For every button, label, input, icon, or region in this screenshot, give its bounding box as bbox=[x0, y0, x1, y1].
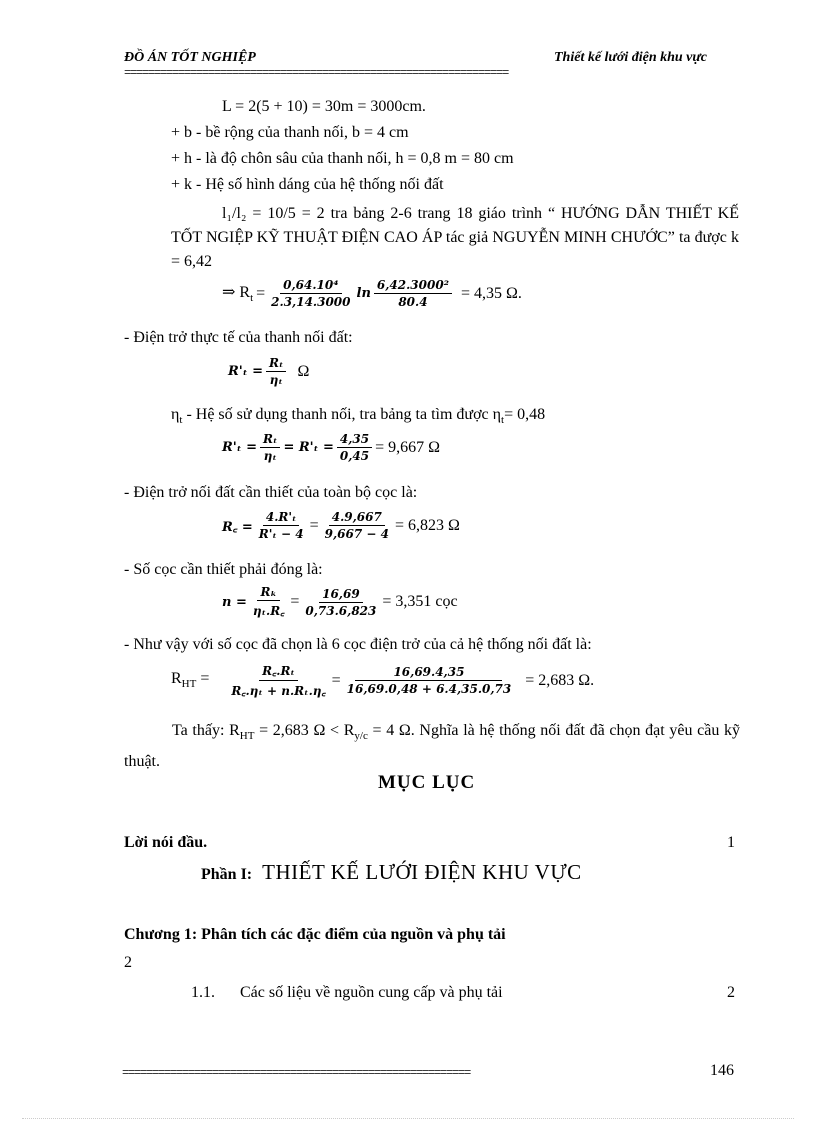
header-rule: ================================================================ bbox=[124, 66, 509, 80]
rht-eq: = bbox=[331, 671, 341, 689]
calc-result: = 9,667 Ω bbox=[375, 438, 441, 456]
rt-equation bbox=[222, 278, 522, 309]
calc-fraction-2: $\frac{4,35}{0,45}$ bbox=[337, 432, 372, 463]
toc-section-page: 2 bbox=[727, 984, 735, 1001]
shape-factor-line: + k - Hệ số hình dáng của hệ thống nối đất bbox=[171, 176, 444, 193]
toc-intro-page: 1 bbox=[727, 834, 735, 851]
toc-title: MỤC LỤC bbox=[378, 772, 476, 793]
rc-fraction-1: $\frac{\text{4.R'ₜ}}{\text{R'ₜ − 4}}$ bbox=[258, 510, 304, 541]
toc-section-label[interactable]: Các số liệu về nguồn cung cấp và phụ tải bbox=[240, 984, 503, 1001]
n-fraction-2: $\frac{16,69}{0,73.6,823}$ bbox=[305, 586, 377, 618]
rc-result: = 6,823 Ω bbox=[394, 516, 460, 534]
rt-eq-sign: = bbox=[256, 284, 266, 302]
length-line: L = 2(5 + 10) = 30m = 3000cm. bbox=[222, 98, 426, 115]
real-res-fraction: $\frac{\text{Rₜ}}{\text{ηₜ}}$ bbox=[266, 356, 286, 387]
calc-lhs: R'ₜ = bbox=[222, 440, 258, 455]
real-res-label: - Điện trở thực tế của thanh nối đất: bbox=[124, 329, 353, 346]
rc-eq: = bbox=[309, 516, 319, 534]
calc-mid: = R'ₜ = bbox=[283, 440, 334, 455]
rht-result: = 2,683 Ω. bbox=[525, 671, 595, 689]
eta-line: $\eta_t$ - Hệ số sử dụng thanh nối, tra bảng ta tìm được $\eta_t= 0,48$ bbox=[171, 406, 546, 427]
rc-fraction-2: $\frac{4.9,667}{9,667 - 4}$ bbox=[324, 510, 389, 541]
rt-fraction-2: $\frac{\text{6,42.3000²}}{80.4}$ bbox=[374, 278, 452, 309]
calc-fraction-1: $\frac{\text{Rₜ}}{\text{ηₜ}}$ bbox=[260, 432, 280, 463]
toc-part-heading[interactable] bbox=[201, 860, 582, 885]
piles-label: - Số cọc cần thiết phải đóng là: bbox=[124, 561, 323, 578]
width-line: + b - bề rộng của thanh nối, b = 4 cm bbox=[171, 124, 409, 141]
rt-lhs: ⇒ $R_t$ bbox=[222, 284, 254, 305]
page-bottom-border bbox=[22, 1118, 794, 1119]
rht-fraction-2: $\frac{16,69.4,35}{16,69.0,48 + 6.4,35.0,73}$ bbox=[346, 665, 512, 696]
page-number: 146 bbox=[710, 1062, 734, 1079]
header-left: ĐỒ ÁN TỐT NGHIỆP bbox=[124, 50, 256, 65]
system-equation bbox=[171, 662, 594, 699]
n-lhs: n = bbox=[222, 594, 247, 610]
ground-res-label: - Điện trở nối đất cần thiết của toàn bộ cọc là: bbox=[124, 484, 418, 501]
part-label: Phần I: bbox=[201, 866, 253, 883]
n-eq: = bbox=[290, 593, 300, 610]
ground-res-equation bbox=[222, 510, 460, 541]
system-label: - Như vậy với số cọc đã chọn là 6 cọc điện trở của cả hệ thống nối đất là: bbox=[124, 636, 592, 653]
rht-fraction-1: $\frac{\text{R꜀.Rₜ}}{\text{R꜀.ηₜ + n.Rₜ.η꜀}}$ bbox=[231, 664, 326, 698]
conclusion-paragraph: Ta thấy: $R_{HT} = 2,683$ $\Omega < R_{y/c} = 4$ Ω. Nghĩa là hệ thống nối đất đã chọn đạt yêu cầu kỹ thuật. bbox=[124, 722, 741, 771]
real-res-equation bbox=[228, 356, 309, 387]
real-res-calc bbox=[222, 432, 440, 463]
rht-lhs: $R_{HT}$ = bbox=[171, 670, 210, 691]
ratio-paragraph: l₁/l₂ = 10/5 = 2 tra bảng 2-6 trang 18 giáo trình “ HƯỚNG DẪN THIẾT KẾ TỐT NGIỆP KỸ THUẬT ĐIỆN CAO ÁP tác giả NGUYỄN MINH CHƯỚC” ta được k = 6,42 bbox=[171, 205, 739, 270]
n-fraction-1: $\frac{\text{Rₖ}}{\text{ηₜ.R꜀}}$ bbox=[252, 585, 285, 618]
ln-symbol: ln bbox=[356, 286, 371, 301]
ohm-unit: Ω bbox=[297, 362, 310, 380]
rt-result: = 4,35 Ω. bbox=[460, 284, 522, 302]
toc-chapter-page: 2 bbox=[124, 954, 132, 971]
header-right: Thiết kế lưới điện khu vực bbox=[554, 50, 708, 65]
real-res-lhs: R'ₜ = bbox=[228, 364, 264, 379]
footer-rule: ========================================================== bbox=[122, 1066, 471, 1080]
rc-lhs: R꜀ = bbox=[222, 519, 253, 535]
rt-fraction-1: $\frac{\text{0,64.10⁴}}{2.3,14.3000}$ bbox=[271, 278, 351, 309]
toc-section-number: 1.1. bbox=[191, 984, 215, 1001]
part-title: THIẾT KẾ LƯỚI ĐIỆN KHU VỰC bbox=[262, 860, 582, 884]
depth-line: + h - là độ chôn sâu của thanh nối, h = 0,8 m = 80 cm bbox=[171, 150, 514, 167]
toc-intro-label[interactable]: Lời nói đầu. bbox=[124, 834, 208, 851]
piles-equation bbox=[222, 585, 458, 619]
n-result: = 3,351 cọc bbox=[382, 593, 458, 610]
toc-chapter-label[interactable]: Chương 1: Phân tích các đặc điểm của nguồn và phụ tải bbox=[124, 926, 506, 943]
